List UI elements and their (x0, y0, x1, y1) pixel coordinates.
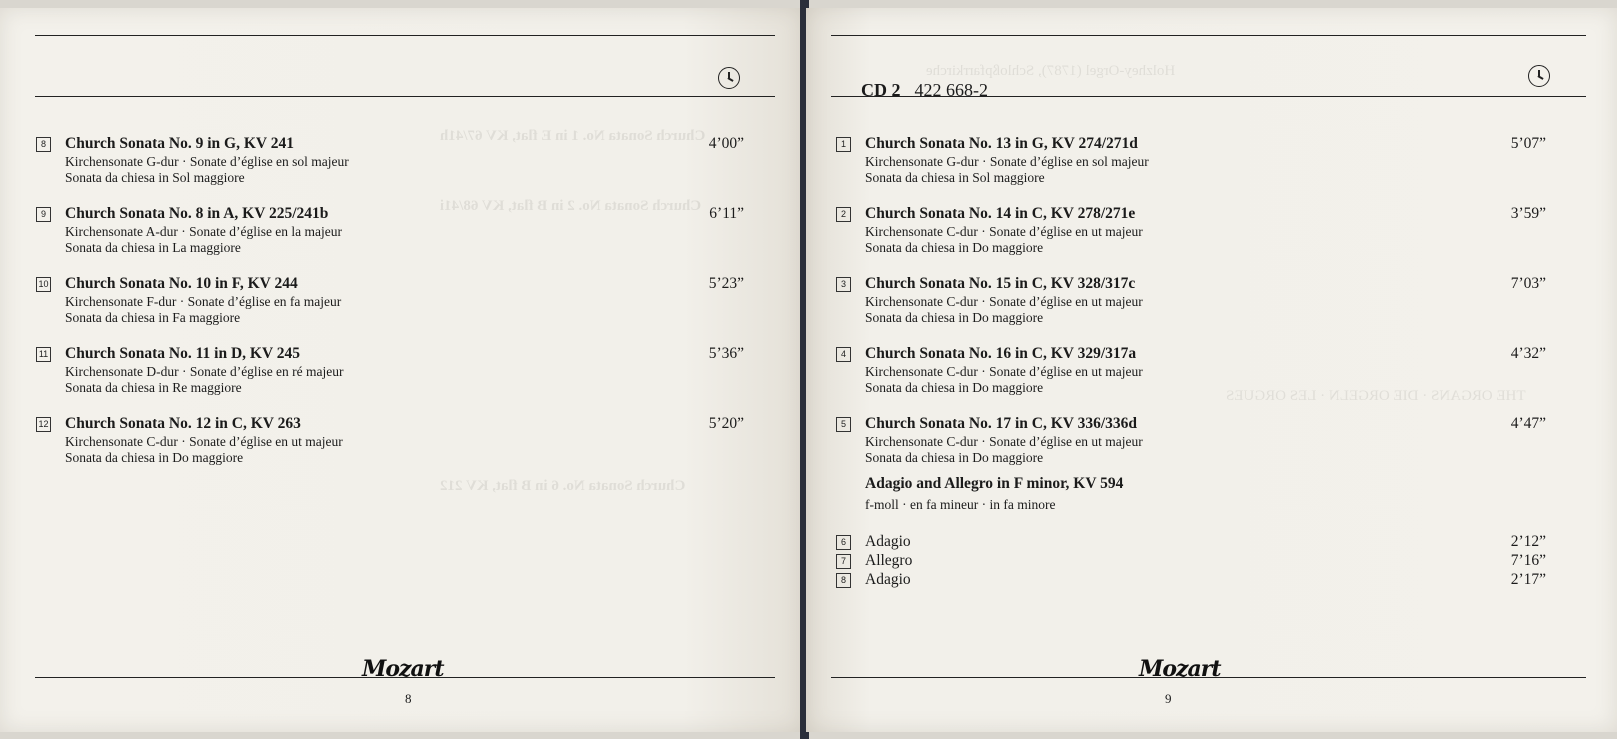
clock-icon (718, 67, 740, 89)
track-italian: Sonata da chiesa in Do maggiore (865, 310, 1044, 325)
track-number-badge: 6 (836, 535, 851, 550)
track-number-badge: 8 (836, 573, 851, 588)
track-duration: 5’36” (708, 345, 744, 362)
track-duration: 7’03” (1510, 275, 1546, 292)
track-duration: 5’07” (1510, 135, 1546, 152)
track-german-french: Kirchensonate C-dur · Sonate d’église en ut majeur (865, 364, 1143, 379)
track-number-badge: 12 (36, 417, 51, 432)
track-german-french: Kirchensonate D-dur · Sonate d’église en ré majeur (65, 364, 344, 379)
track-number-badge: 7 (836, 554, 851, 569)
track-number-badge: 11 (36, 347, 51, 362)
track-title: Church Sonata No. 11 in D, KV 245 (65, 345, 300, 362)
track-duration: 4’32” (1510, 345, 1546, 362)
track-german-french: Kirchensonate C-dur · Sonate d’église en ut majeur (65, 434, 343, 449)
show-through-text: Church Sonata No. 6 in B flat, KV 212 (440, 478, 686, 494)
track-italian: Sonata da chiesa in Sol maggiore (865, 170, 1045, 185)
track-number-badge: 3 (836, 277, 851, 292)
track-title: Church Sonata No. 13 in G, KV 274/271d (865, 135, 1138, 152)
track-german-french: Kirchensonate C-dur · Sonate d’église en ut majeur (865, 294, 1143, 309)
track-title: Church Sonata No. 8 in A, KV 225/241b (65, 205, 329, 222)
mozart-signature: Mozart (362, 656, 444, 682)
track-number-badge: 9 (36, 207, 51, 222)
track-duration: 6’11” (709, 205, 744, 222)
right-page (806, 8, 1617, 732)
track-title: Church Sonata No. 14 in C, KV 278/271e (865, 205, 1136, 222)
track-italian: Sonata da chiesa in La maggiore (65, 240, 241, 255)
track-number-badge: 10 (36, 277, 51, 292)
show-through-text: Church Sonata No. 2 in B flat, KV 68/41i (440, 198, 702, 214)
track-title: Church Sonata No. 10 in F, KV 244 (65, 275, 298, 292)
footer-rule (35, 677, 775, 678)
track-number-badge: 8 (36, 137, 51, 152)
track-italian: Sonata da chiesa in Sol maggiore (65, 170, 245, 185)
left-page (0, 8, 804, 732)
track-italian: Sonata da chiesa in Do maggiore (65, 450, 244, 465)
page-number: 9 (1165, 691, 1172, 706)
track-duration: 5’23” (708, 275, 744, 292)
track-duration: 3’59” (1510, 205, 1546, 222)
track-title: Church Sonata No. 16 in C, KV 329/317a (865, 345, 1137, 362)
track-number-badge: 4 (836, 347, 851, 362)
track-italian: Sonata da chiesa in Do maggiore (865, 380, 1044, 395)
track-german-french: Kirchensonate F-dur · Sonate d’église en fa majeur (65, 294, 342, 309)
track-number-badge: 1 (836, 137, 851, 152)
track-number-badge: 5 (836, 417, 851, 432)
track-title: Church Sonata No. 17 in C, KV 336/336d (865, 415, 1138, 432)
movement-name: Allegro (865, 552, 913, 569)
track-duration: 4’47” (1510, 415, 1546, 432)
show-through-text: Holzhey-Orgel (1787), Schloßpfarrkirche (926, 63, 1176, 79)
track-title: Church Sonata No. 9 in G, KV 241 (65, 135, 294, 152)
track-italian: Sonata da chiesa in Do maggiore (865, 450, 1044, 465)
work-subtitle: f-moll · en fa mineur · in fa minore (865, 497, 1056, 512)
track-duration: 4’00” (708, 135, 744, 152)
track-german-french: Kirchensonate A-dur · Sonate d’église en la majeur (65, 224, 343, 239)
track-number-badge: 2 (836, 207, 851, 222)
page-number: 8 (405, 691, 412, 706)
cd-label: CD 2 (861, 80, 901, 100)
movement-duration: 2’12” (1510, 533, 1546, 550)
cd-heading (861, 80, 988, 101)
top-rule (831, 35, 1586, 36)
track-italian: Sonata da chiesa in Re maggiore (65, 380, 242, 395)
track-german-french: Kirchensonate C-dur · Sonate d’église en ut majeur (865, 434, 1143, 449)
movement-name: Adagio (865, 533, 911, 550)
track-german-french: Kirchensonate G-dur · Sonate d’église en sol majeur (65, 154, 349, 169)
movement-duration: 7’16” (1510, 552, 1546, 569)
clock-icon (1528, 65, 1550, 87)
work-title: Adagio and Allegro in F minor, KV 594 (865, 475, 1124, 492)
track-duration: 5’20” (708, 415, 744, 432)
mozart-signature: Mozart (1139, 656, 1221, 682)
footer-rule (831, 677, 1586, 678)
track-title: Church Sonata No. 12 in C, KV 263 (65, 415, 301, 432)
top-rule (35, 35, 775, 36)
movement-name: Adagio (865, 571, 911, 588)
show-through-text: Church Sonata No. 1 in E flat, KV 67/41h (440, 128, 706, 144)
track-german-french: Kirchensonate C-dur · Sonate d’église en ut majeur (865, 224, 1143, 239)
track-italian: Sonata da chiesa in Fa maggiore (65, 310, 241, 325)
catalog-number: 422 668-2 (914, 80, 988, 100)
show-through-text: THE ORGANS · DIE ORGELN · LES ORGUES (1226, 388, 1526, 404)
header-rule (35, 96, 775, 97)
movement-duration: 2’17” (1510, 571, 1546, 588)
track-italian: Sonata da chiesa in Do maggiore (865, 240, 1044, 255)
track-title: Church Sonata No. 15 in C, KV 328/317c (865, 275, 1136, 292)
track-german-french: Kirchensonate G-dur · Sonate d’église en sol majeur (865, 154, 1149, 169)
